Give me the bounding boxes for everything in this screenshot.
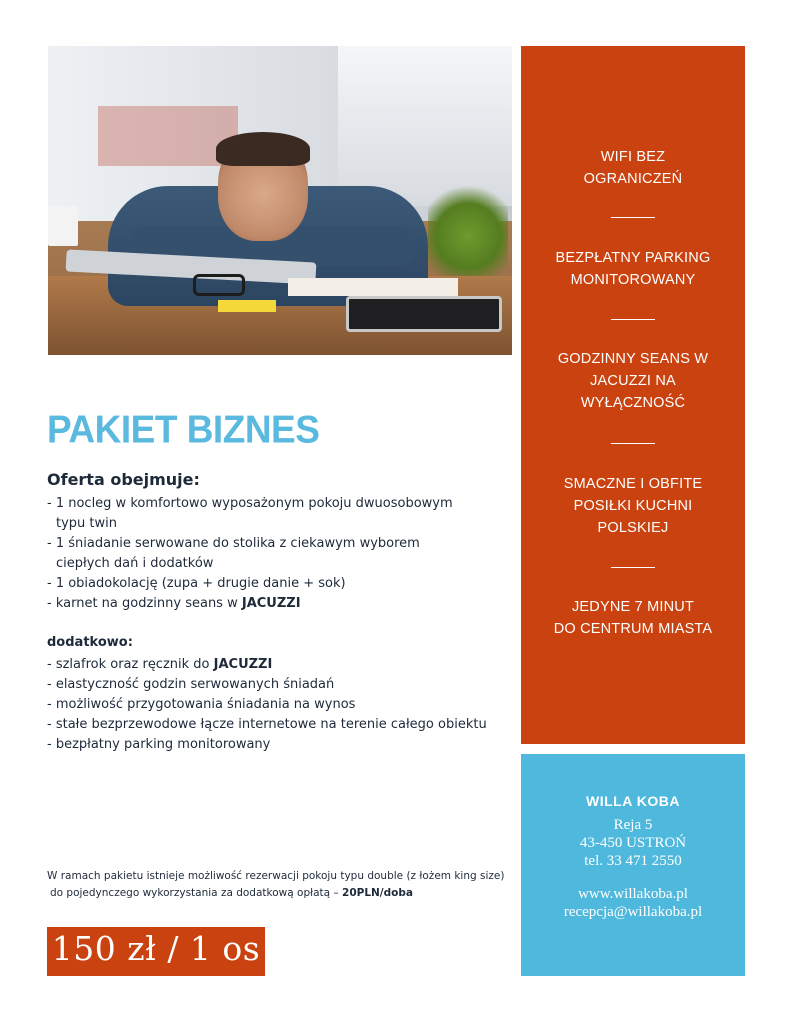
offer-list — [47, 494, 453, 614]
list-item: - elastyczność godzin serwowanych śniadań — [47, 677, 335, 692]
feature-location: JEDYNE 7 MINUT DO CENTRUM MIASTA — [553, 599, 713, 637]
contact-panel — [521, 754, 745, 976]
price-badge — [47, 927, 265, 976]
hotel-name: WILLA KOBA — [586, 793, 680, 809]
features-panel — [521, 46, 745, 744]
list-item: - możliwość przygotowania śniadania na wynos — [47, 697, 356, 712]
contact-city: 43-450 USTROŃ — [579, 835, 687, 851]
feature-food: SMACZNE I OBFITE POSIŁKI KUCHNI POLSKIEJ — [563, 476, 703, 536]
feature-divider — [611, 567, 655, 568]
extras-list — [47, 655, 487, 755]
list-item: - stałe bezprzewodowe łącze internetowe na terenie całego obiektu — [47, 717, 487, 732]
feature-jacuzzi: GODZINNY SEANS W JACUZZI NA WYŁĄCZNOŚĆ — [557, 351, 709, 411]
list-item-continued: typu twin — [56, 516, 117, 531]
contact-phone[interactable]: tel. 33 471 2550 — [584, 853, 682, 869]
feature-wifi: WIFI BEZ OGRANICZEŃ — [583, 149, 683, 187]
feature-divider — [611, 217, 655, 218]
contact-website[interactable]: www.willakoba.pl — [578, 886, 688, 902]
page-title: PAKIET BIZNES — [47, 408, 320, 452]
list-item: - szlafrok oraz ręcznik do JACUZZI — [47, 657, 273, 672]
hero-photo — [48, 46, 512, 355]
contact-email[interactable]: recepcja@willakoba.pl — [563, 904, 703, 920]
contact-street: Reja 5 — [613, 817, 653, 833]
list-item: - karnet na godzinny seans w JACUZZI — [47, 596, 301, 611]
feature-divider — [611, 443, 655, 444]
offer-heading: Oferta obejmuje: — [47, 470, 200, 489]
extras-heading: dodatkowo: — [47, 635, 133, 650]
footnote: W ramach pakietu istnieje możliwość rezerwacji pokoju typu double (z łożem king size) do pojedynczego wykorzystania za dodatkową opłatą – 20PLN/doba — [47, 870, 505, 899]
list-item: - 1 obiadokolację (zupa + drugie danie + sok) — [47, 576, 346, 591]
list-item: - bezpłatny parking monitorowany — [47, 737, 271, 752]
feature-divider — [611, 319, 655, 320]
list-item: - 1 śniadanie serwowane do stolika z ciekawym wyborem — [47, 536, 420, 551]
price-text: 150 zł / 1 os — [51, 929, 261, 968]
list-item: - 1 nocleg w komfortowo wyposażonym pokoju dwuosobowym — [47, 496, 453, 511]
feature-parking: BEZPŁATNY PARKING MONITOROWANY — [555, 250, 711, 288]
list-item-continued: ciepłych dań i dodatków — [56, 556, 214, 571]
